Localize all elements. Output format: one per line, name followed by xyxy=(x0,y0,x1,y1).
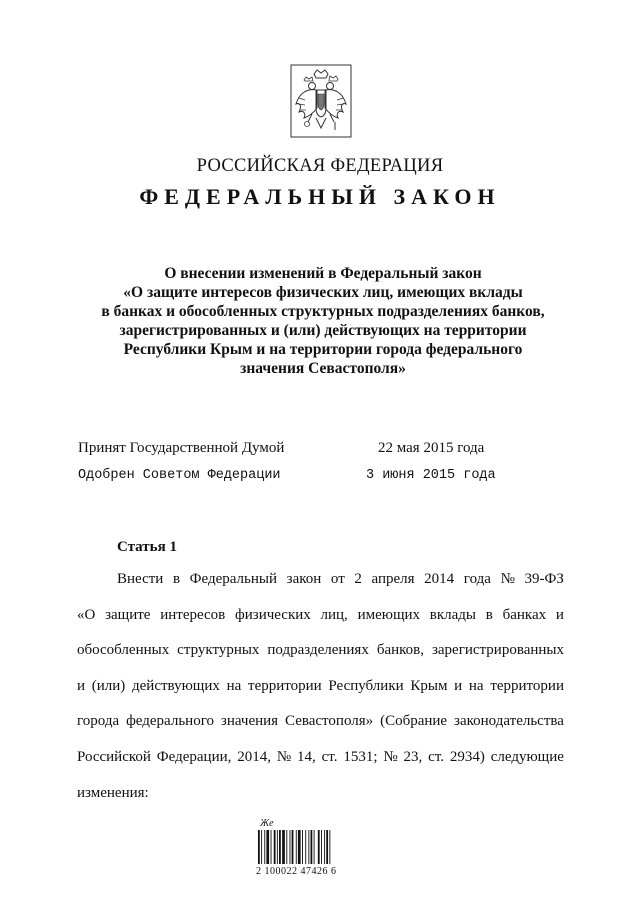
article-word: 23, xyxy=(403,748,423,765)
article-word: Российской xyxy=(77,748,151,765)
article-word: защите xyxy=(105,606,151,623)
article-word: и xyxy=(454,677,463,694)
article-word: в xyxy=(485,606,493,623)
law-title-line: Республики Крым и на территории города федерального xyxy=(123,341,523,358)
article-body xyxy=(77,568,564,817)
article-line xyxy=(77,782,564,818)
article-word: федерального xyxy=(126,713,214,730)
article-word: и xyxy=(555,606,564,623)
article-word: подразделениях xyxy=(267,642,369,659)
council-approval-date: 3 июня 2015 года xyxy=(366,468,496,483)
article-word: территории xyxy=(248,677,322,694)
article-word: (Собрание xyxy=(380,713,448,730)
article-word: 2 xyxy=(354,571,362,587)
article-word: законодательства xyxy=(454,713,564,730)
article-word: лиц, xyxy=(320,606,348,623)
article-word: Федеральный xyxy=(189,571,278,587)
article-word: № xyxy=(383,748,398,765)
article-word: 1531; xyxy=(343,748,378,765)
article-word: 2934) xyxy=(449,748,485,765)
article-word: Республики xyxy=(328,677,404,694)
article-line xyxy=(77,746,564,782)
article-word: зарегистрированных xyxy=(431,642,564,659)
article-line xyxy=(77,710,564,746)
article-word: 2014 xyxy=(424,571,455,587)
article-word: в xyxy=(172,571,181,587)
article-word: Внести xyxy=(117,571,164,587)
article-word: физических xyxy=(235,606,311,623)
article-word: Крым xyxy=(410,677,448,694)
article-word: от xyxy=(330,571,345,587)
law-title-line: зарегистрированных и (или) действующих на территории xyxy=(119,322,527,339)
barcode-icon xyxy=(256,830,356,864)
article-word: банках xyxy=(502,606,547,623)
article-word: 14, xyxy=(297,748,316,765)
article-word: апреля xyxy=(371,571,415,587)
article-word: Севастополя» xyxy=(285,713,374,730)
law-title-line: О внесении изменений в Федеральный закон xyxy=(164,265,482,282)
article-word: города xyxy=(77,713,120,730)
barcode-handwritten-mark: Же xyxy=(260,818,274,829)
article-line xyxy=(77,568,564,604)
article-word: структурных xyxy=(177,642,260,659)
article-word: № xyxy=(500,571,515,587)
article-word: территории xyxy=(490,677,564,694)
article-word: № xyxy=(276,748,292,765)
article-line xyxy=(77,604,564,640)
article-word: 2014, xyxy=(237,748,271,765)
article-word: ст. xyxy=(321,748,338,765)
article-word: изменения: xyxy=(77,784,149,801)
law-title-line: «О защите интересов физических лиц, имеющих вклады xyxy=(123,284,523,301)
law-title xyxy=(80,264,566,378)
article-word: «О xyxy=(77,606,96,623)
article-word: обособленных xyxy=(77,642,170,659)
duma-adoption-date: 22 мая 2015 года xyxy=(378,440,485,456)
article-word: года xyxy=(463,571,491,587)
document-barcode xyxy=(256,818,366,880)
russian-coat-of-arms-icon xyxy=(290,64,352,138)
law-title-line: в банках и обособленных структурных подразделениях банков, xyxy=(101,303,545,320)
article-word: на xyxy=(226,677,242,694)
article-word: на xyxy=(468,677,484,694)
article-word: имеющих xyxy=(357,606,421,623)
article-word: значения xyxy=(220,713,279,730)
article-word: интересов xyxy=(160,606,226,623)
article-word: закон xyxy=(286,571,322,587)
article-line xyxy=(77,639,564,675)
article-word: вклады xyxy=(429,606,477,623)
article-word: (или) xyxy=(91,677,126,694)
article-word: 39-ФЗ xyxy=(524,571,564,587)
article-word: банков, xyxy=(376,642,424,659)
article-word: действующих xyxy=(132,677,220,694)
article-line xyxy=(77,675,564,711)
article-word: ст. xyxy=(428,748,444,765)
article-heading: Статья 1 xyxy=(117,539,177,555)
article-word: Федерации, xyxy=(156,748,232,765)
document-type: ФЕДЕРАЛЬНЫЙ ЗАКОН xyxy=(139,184,501,209)
duma-adoption-label: Принят Государственной Думой xyxy=(78,440,285,456)
council-approval-label: Одобрен Советом Федерации xyxy=(78,468,281,483)
barcode-number: 2 100022 47426 6 xyxy=(256,866,337,877)
article-word: и xyxy=(77,677,86,694)
country-name: РОССИЙСКАЯ ФЕДЕРАЦИЯ xyxy=(196,156,444,176)
article-word: следующие xyxy=(490,748,564,765)
law-title-line: значения Севастополя» xyxy=(240,360,406,377)
